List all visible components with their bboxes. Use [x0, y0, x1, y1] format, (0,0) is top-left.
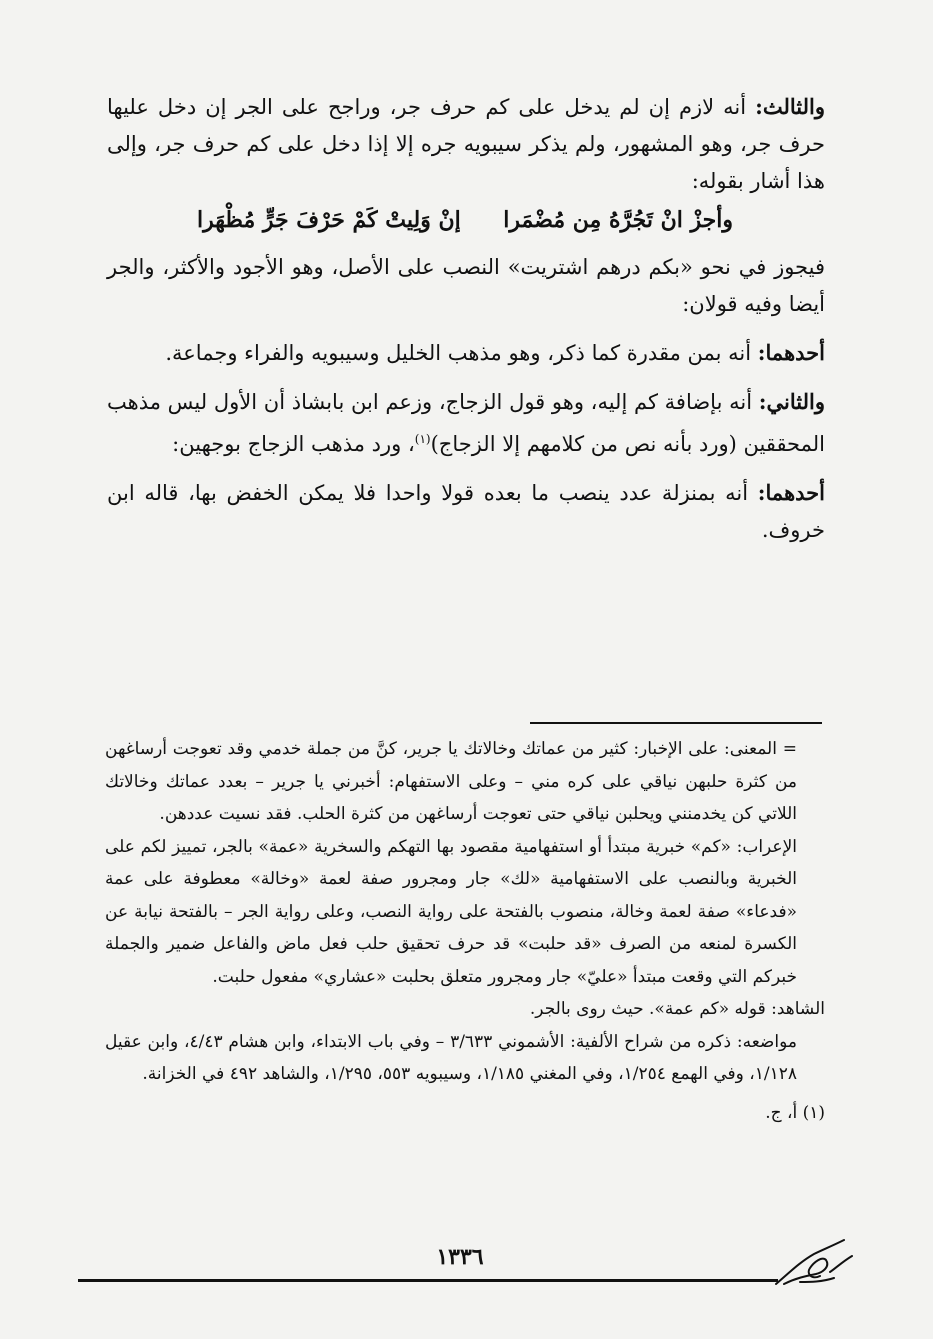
footnote-marker: (١): [414, 432, 431, 446]
paragraph-first-opinion: [107, 334, 825, 372]
bottom-rule: [78, 1279, 778, 1282]
paragraph-lead: والثالث:: [755, 94, 825, 119]
footnotes: [105, 733, 825, 1129]
note-mawadi: مواضعه: ذكره من شراح الألفية: الأشموني ٣/٦٣٣ – وفي باب الابتداء، وابن هشام ٤/٤٣، وابن عقيل ١/١٢٨، وفي الهمع ١/٢٥٤، وفي المغني ١/١٨٥، وسيبويه ٥٥٣، ١/٢٩٥، والشاهد ٤٩٢ في الخزانة.: [105, 1031, 797, 1084]
paragraph-text: أنه بمن مقدرة كما ذكر، وهو مذهب الخليل وسيبويه والفراء وجماعة.: [165, 341, 752, 365]
note-shahid: الشاهد: قوله «كم عمة». حيث روى بالجر.: [529, 999, 825, 1019]
signature-icon: [770, 1232, 858, 1296]
note-meaning: = المعنى: على الإخبار: كثير من عماتك وخالاتك يا جرير، كنَّ من جملة خدمي وقد تعوجت أرساغهن من كثرة حلبهن نياقي على كره مني – وعلى الاستفهام: أخبرني يا جرير – بعدد عماتك وخالاتك اللاتي كن يخدمنني ويحلبن نياقي حتى تعوجت أرساغهن من كثرة الحلب. فقد نسيت عددهن.: [105, 739, 797, 824]
paragraph-text: أنه لازم إن لم يدخل على كم حرف جر، وراجح على الجر إن دخل عليها حرف جر، وهو المشهور، ولم يذكر سيبويه جره إلا إذا دخل على كم حرف جر، وإلى هذا أشار بقوله:: [107, 95, 825, 193]
verse-hemistich-second: إنْ وَلِيتْ كَمْ حَرْفَ جَرٍّ مُظْهَرا: [197, 207, 461, 233]
paragraph-third: [107, 88, 825, 200]
main-text: [107, 88, 825, 560]
paragraph-nasb: فيجوز في نحو «بكم درهم اشتريت» النصب على الأصل، وهو الأجود والأكثر، والجر أيضا وفيه قولان:: [107, 255, 825, 316]
paragraph-lead: أحدهما:: [757, 340, 825, 365]
note-irab: الإعراب: «كم» خبرية مبتدأ أو استفهامية مقصود بها التهكم والسخرية «عمة» بالجر، تمييز لكم على الخبرية وبالنصب على الاستفهامية «لك» جار ومجرور صفة لعمة «وخالة» معطوفة على عمة «فدعاء» صفة لعمة وخالة، منصوب بالفتحة على رواية النصب، وعلى رواية الجر – بالفتحة نيابة عن الكسرة لمنعه من الصرف «قد حلبت» قد حرف تحقيق حلب فعل ماض والفاعل ضمير والجملة خبركم التي وقعت مبتدأ «عليّ» جار ومجرور متعلق بحلبت «عشاري» مفعول حلبت.: [105, 836, 797, 987]
paragraph-lead: والثاني:: [758, 389, 825, 414]
verse-hemistich-first: وأجزْ انْ تَجُرَّهُ مِن مُضْمَرا: [503, 207, 733, 233]
paragraph-text: أنه بمنزلة عدد ينصب ما بعده قولا واحدا فلا يمكن الخفض بها، قاله ابن خروف.: [107, 481, 825, 542]
paragraph-refutation: [107, 474, 825, 549]
page-number: ١٣٣٦: [436, 1244, 484, 1270]
footnote-one: (١) أ، ج.: [765, 1102, 825, 1123]
paragraph-text-tail: ، ورد مذهب الزجاج بوجهين:: [172, 432, 415, 456]
paragraph-lead: أحدهما:: [757, 480, 825, 505]
paragraph-second-opinion: [107, 383, 825, 463]
footnote-separator: [530, 722, 822, 724]
verse: [107, 202, 825, 239]
paragraph-text: أنه بإضافة كم إليه، وهو قول الزجاج، وزعم ابن بابشاذ أن الأول ليس مذهب المحققين (ورد بأنه نص من كلامهم إلا الزجاج): [107, 390, 825, 456]
